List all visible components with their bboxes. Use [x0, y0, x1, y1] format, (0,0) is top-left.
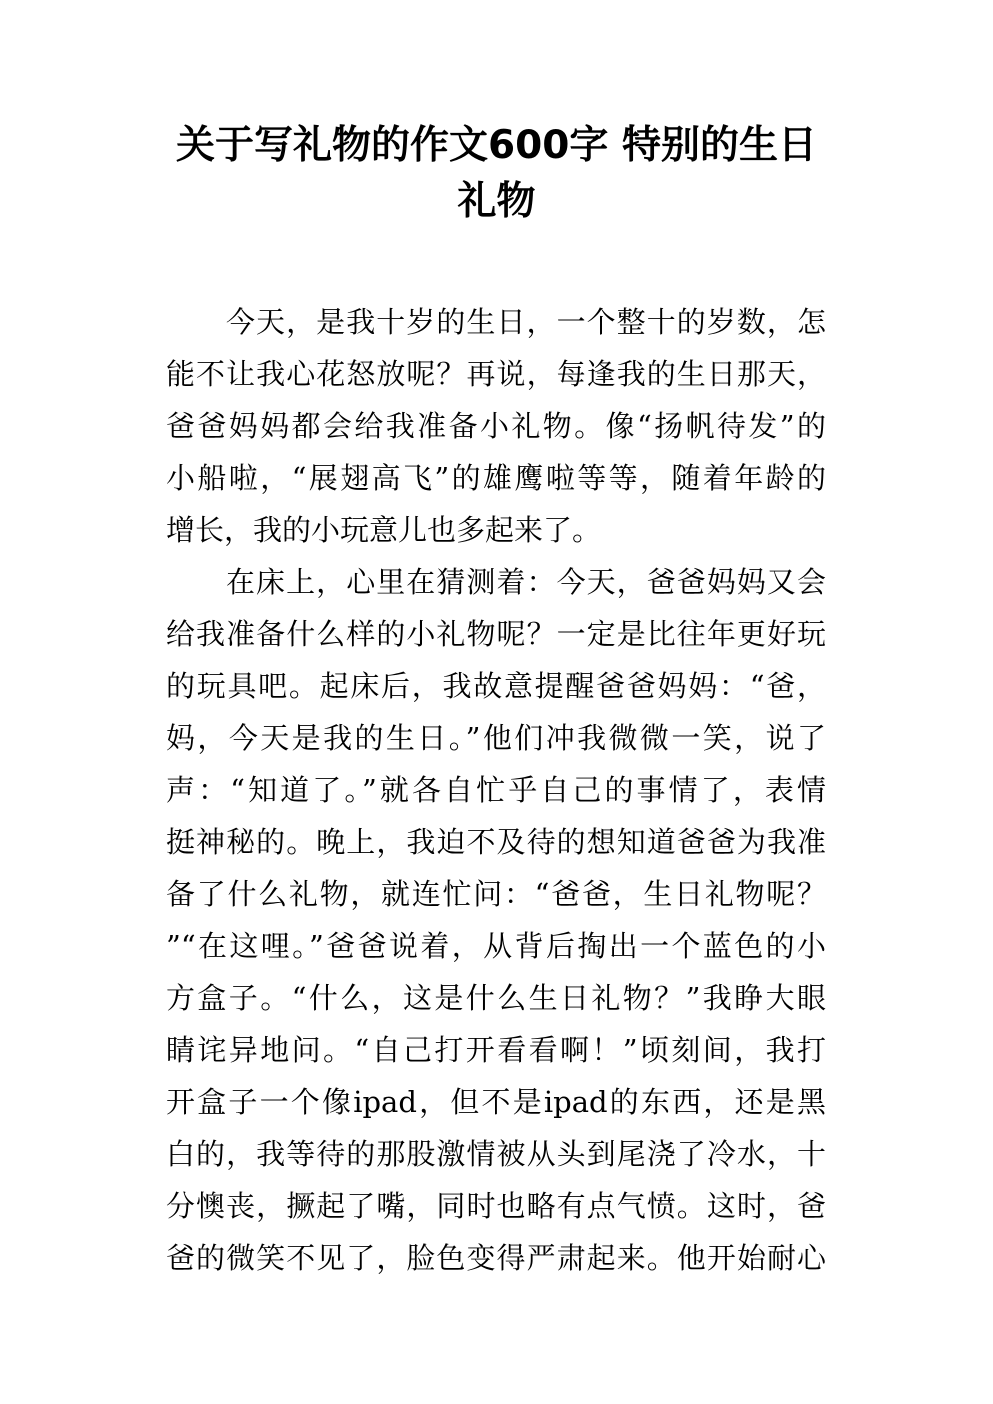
text-line: ”“在这哩。”爸爸说着，从背后掏出一个蓝色的小 [166, 929, 826, 963]
text-line: 声：“知道了。”就各自忙乎自己的事情了，表情 [166, 773, 826, 807]
text-line: 增长，我的小玩意儿也多起来了。 [166, 513, 602, 547]
text-line: 的玩具吧。起床后，我故意提醒爸爸妈妈：“爸， [166, 669, 826, 703]
document-title [160, 118, 833, 230]
text-line: 睛诧异地问。“自己打开看看啊！”顷刻间，我打 [166, 1033, 826, 1067]
text-line: 给我准备什么样的小礼物呢？一定是比往年更好玩 [166, 617, 826, 651]
text-line: 在床上，心里在猜测着：今天，爸爸妈妈又会 [226, 565, 826, 599]
text-line: 开盒子一个像ipad，但不是ipad的东西，还是黑 [166, 1085, 826, 1119]
document-body [166, 296, 826, 1284]
text-line: 备了什么礼物，就连忙问：“爸爸，生日礼物呢？ [166, 877, 826, 911]
paragraph-2 [166, 556, 826, 1284]
text-line: 爸爸妈妈都会给我准备小礼物。像“扬帆待发”的 [166, 409, 826, 443]
text-line: 挺神秘的。晚上，我迫不及待的想知道爸爸为我准 [166, 825, 826, 859]
text-line: 白的，我等待的那股激情被从头到尾浇了冷水，十 [166, 1137, 826, 1171]
title-line-2: 礼物 [457, 179, 536, 224]
paragraph-1 [166, 296, 826, 556]
text-line: 妈，今天是我的生日。”他们冲我微微一笑，说了 [166, 721, 826, 755]
text-line: 方盒子。“什么，这是什么生日礼物？”我睁大眼 [166, 981, 826, 1015]
text-line: 爸的微笑不见了，脸色变得严肃起来。他开始耐心 [166, 1241, 826, 1275]
text-line: 分懊丧，撅起了嘴，同时也略有点气愤。这时，爸 [166, 1189, 826, 1223]
text-line: 今天，是我十岁的生日，一个整十的岁数，怎 [226, 305, 826, 339]
title-line-1: 关于写礼物的作文600字 特别的生日 [176, 123, 817, 168]
text-line: 小船啦，“展翅高飞”的雄鹰啦等等，随着年龄的 [166, 461, 826, 495]
text-line: 能不让我心花怒放呢？再说，每逢我的生日那天， [166, 357, 826, 391]
